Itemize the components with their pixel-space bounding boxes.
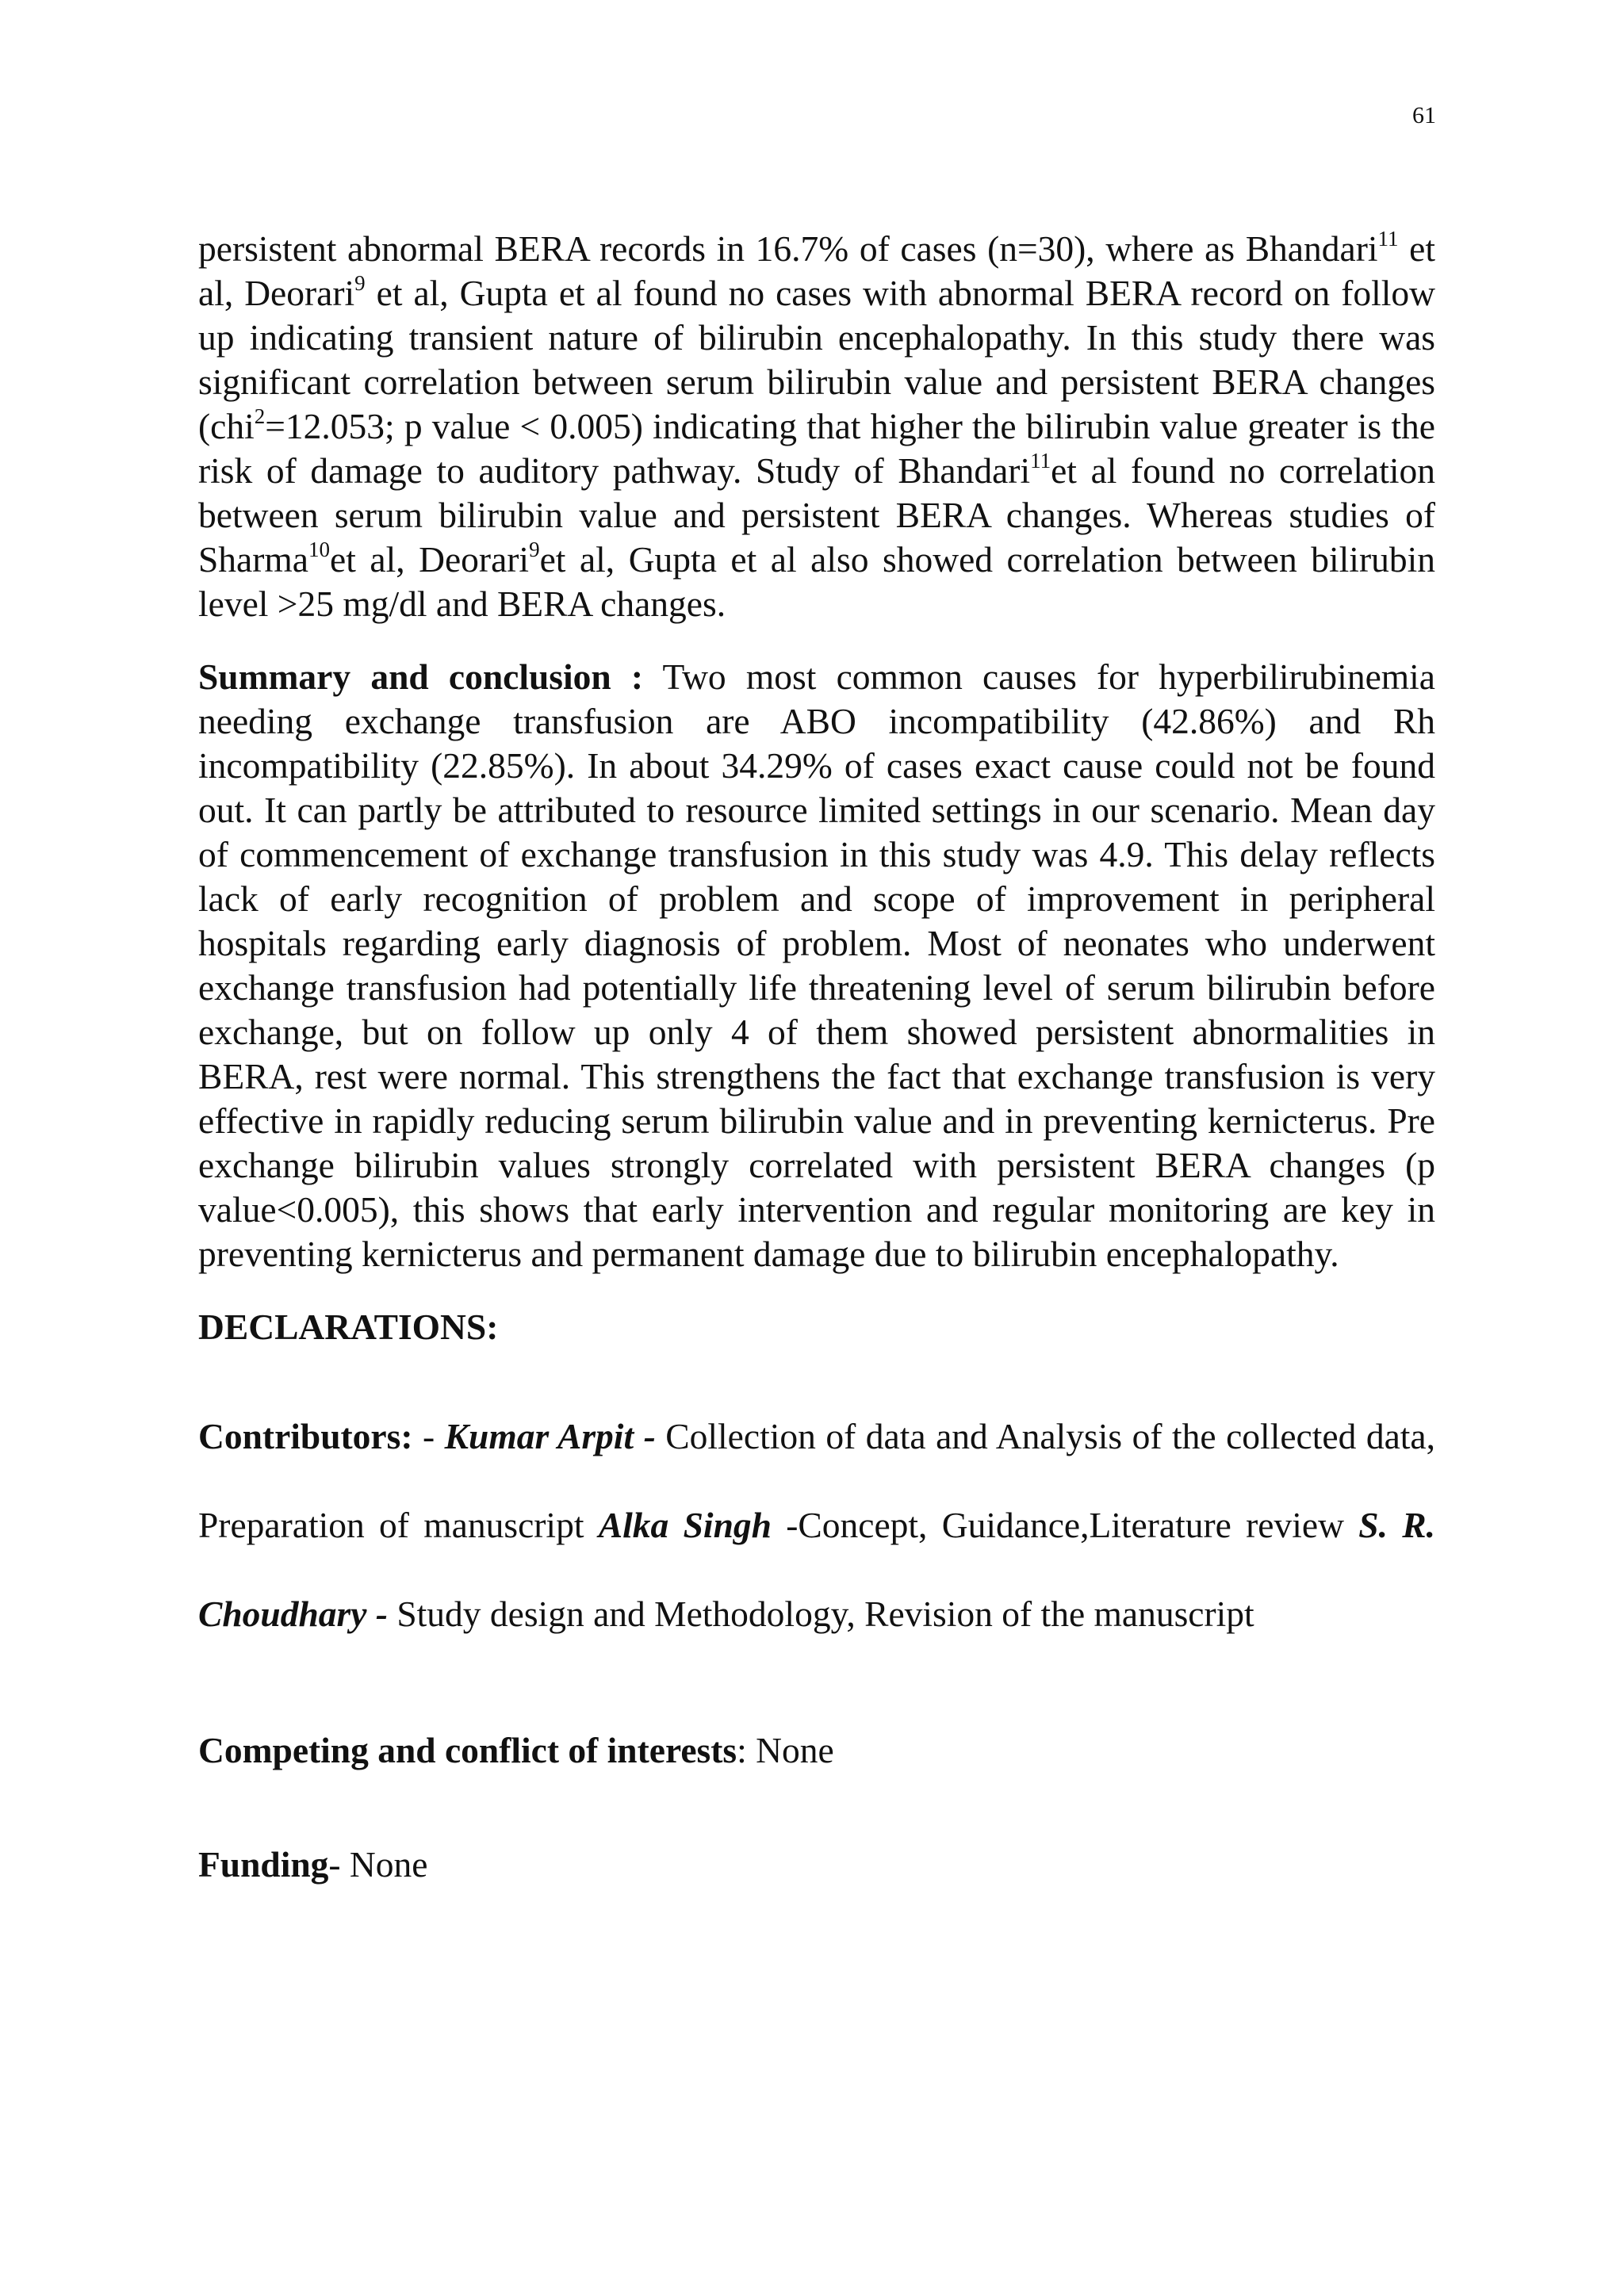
funding-value: - None [328, 1844, 428, 1885]
citation-superscript: 10 [308, 538, 330, 561]
page-content [198, 227, 1435, 1887]
contributor-name: Alka Singh [598, 1505, 772, 1545]
contributor-name: Kumar Arpit - [444, 1416, 656, 1456]
text-run: et al found no correlation between serum bilirubin value and persistent BERA changes. Whereas studies of Sharma [198, 450, 1436, 580]
text-run: et al, Gupta et al found no cases with abnormal BERA record on follow up indicating transient nature of bilirubin encephalopathy. In this study there was significant correlation between serum bilirubin value and persistent BERA changes (chi [198, 273, 1435, 446]
citation-superscript: 9 [354, 271, 366, 295]
summary-text: Two most common causes for hyperbilirubinemia needing exchange transfusion are ABO incompatibility (42.86%) and Rh incompatibility (22.85%). In about 34.29% of cases exact cause could not be found out. It can partly be attributed to resource limited settings in our scenario. Mean day of commencement of exchange transfusion in this study was 4.9. This delay reflects lack of early recognition of problem and scope of improvement in peripheral hospitals regarding early diagnosis of problem. Most of neonates who underwent exchange transfusion had potentially life threatening level of serum bilirubin before exchange, but on follow up only 4 of them showed persistent abnormalities in BERA, rest were normal. This strengthens the fact that exchange transfusion is very effective in rapidly reducing serum bilirubin value and in preventing kernicterus. Pre exchange bilirubin values strongly correlated with persistent BERA changes (p value<0.005), this shows that early intervention and regular monitoring are key in preventing kernicterus and permanent damage due to bilirubin encephalopathy. [198, 656, 1435, 1274]
summary-paragraph [198, 655, 1435, 1276]
page-number: 61 [1412, 102, 1436, 128]
competing-interests-label: Competing and conflict of interests [198, 1730, 737, 1770]
text-run: persistent abnormal BERA records in 16.7% of cases (n=30), where as Bhandari [198, 228, 1378, 269]
text-run: et al, Deorari [330, 539, 530, 580]
discussion-paragraph [198, 227, 1435, 626]
citation-superscript: 11 [1377, 227, 1399, 251]
exponent-superscript: 2 [254, 404, 266, 428]
separator: - [412, 1416, 445, 1456]
text-run: =12.053; p value < 0.005) indicating that higher the bilirubin value greater is the risk of damage to auditory pathway. Study of Bhandari [198, 406, 1435, 491]
text-run: et al, Gupta et al also showed correlation between bilirubin level >25 mg/dl and BERA changes. [198, 539, 1435, 624]
contributor-role: Collection of data and Analysis of the collected data, Preparation of manuscript [198, 1416, 1435, 1545]
text-run: et al, Deorari [198, 228, 1436, 313]
competing-interests-value: : None [737, 1730, 834, 1770]
citation-superscript: 9 [529, 538, 540, 561]
competing-interests-line [198, 1728, 1435, 1773]
funding-line [198, 1843, 1435, 1887]
funding-label: Funding [198, 1844, 329, 1885]
contributor-role: Study design and Methodology, Revision of the manuscript [387, 1594, 1254, 1634]
contributor-role: -Concept, Guidance,Literature review [771, 1505, 1359, 1545]
contributor-name: S. R. Choudhary - [198, 1505, 1436, 1634]
contributors-label: Contributors: [198, 1416, 413, 1456]
citation-superscript: 11 [1030, 449, 1051, 473]
summary-label: Summary and conclusion : [198, 656, 644, 697]
declarations-heading: DECLARATIONS: [198, 1307, 499, 1347]
contributors-paragraph [198, 1392, 1435, 1659]
